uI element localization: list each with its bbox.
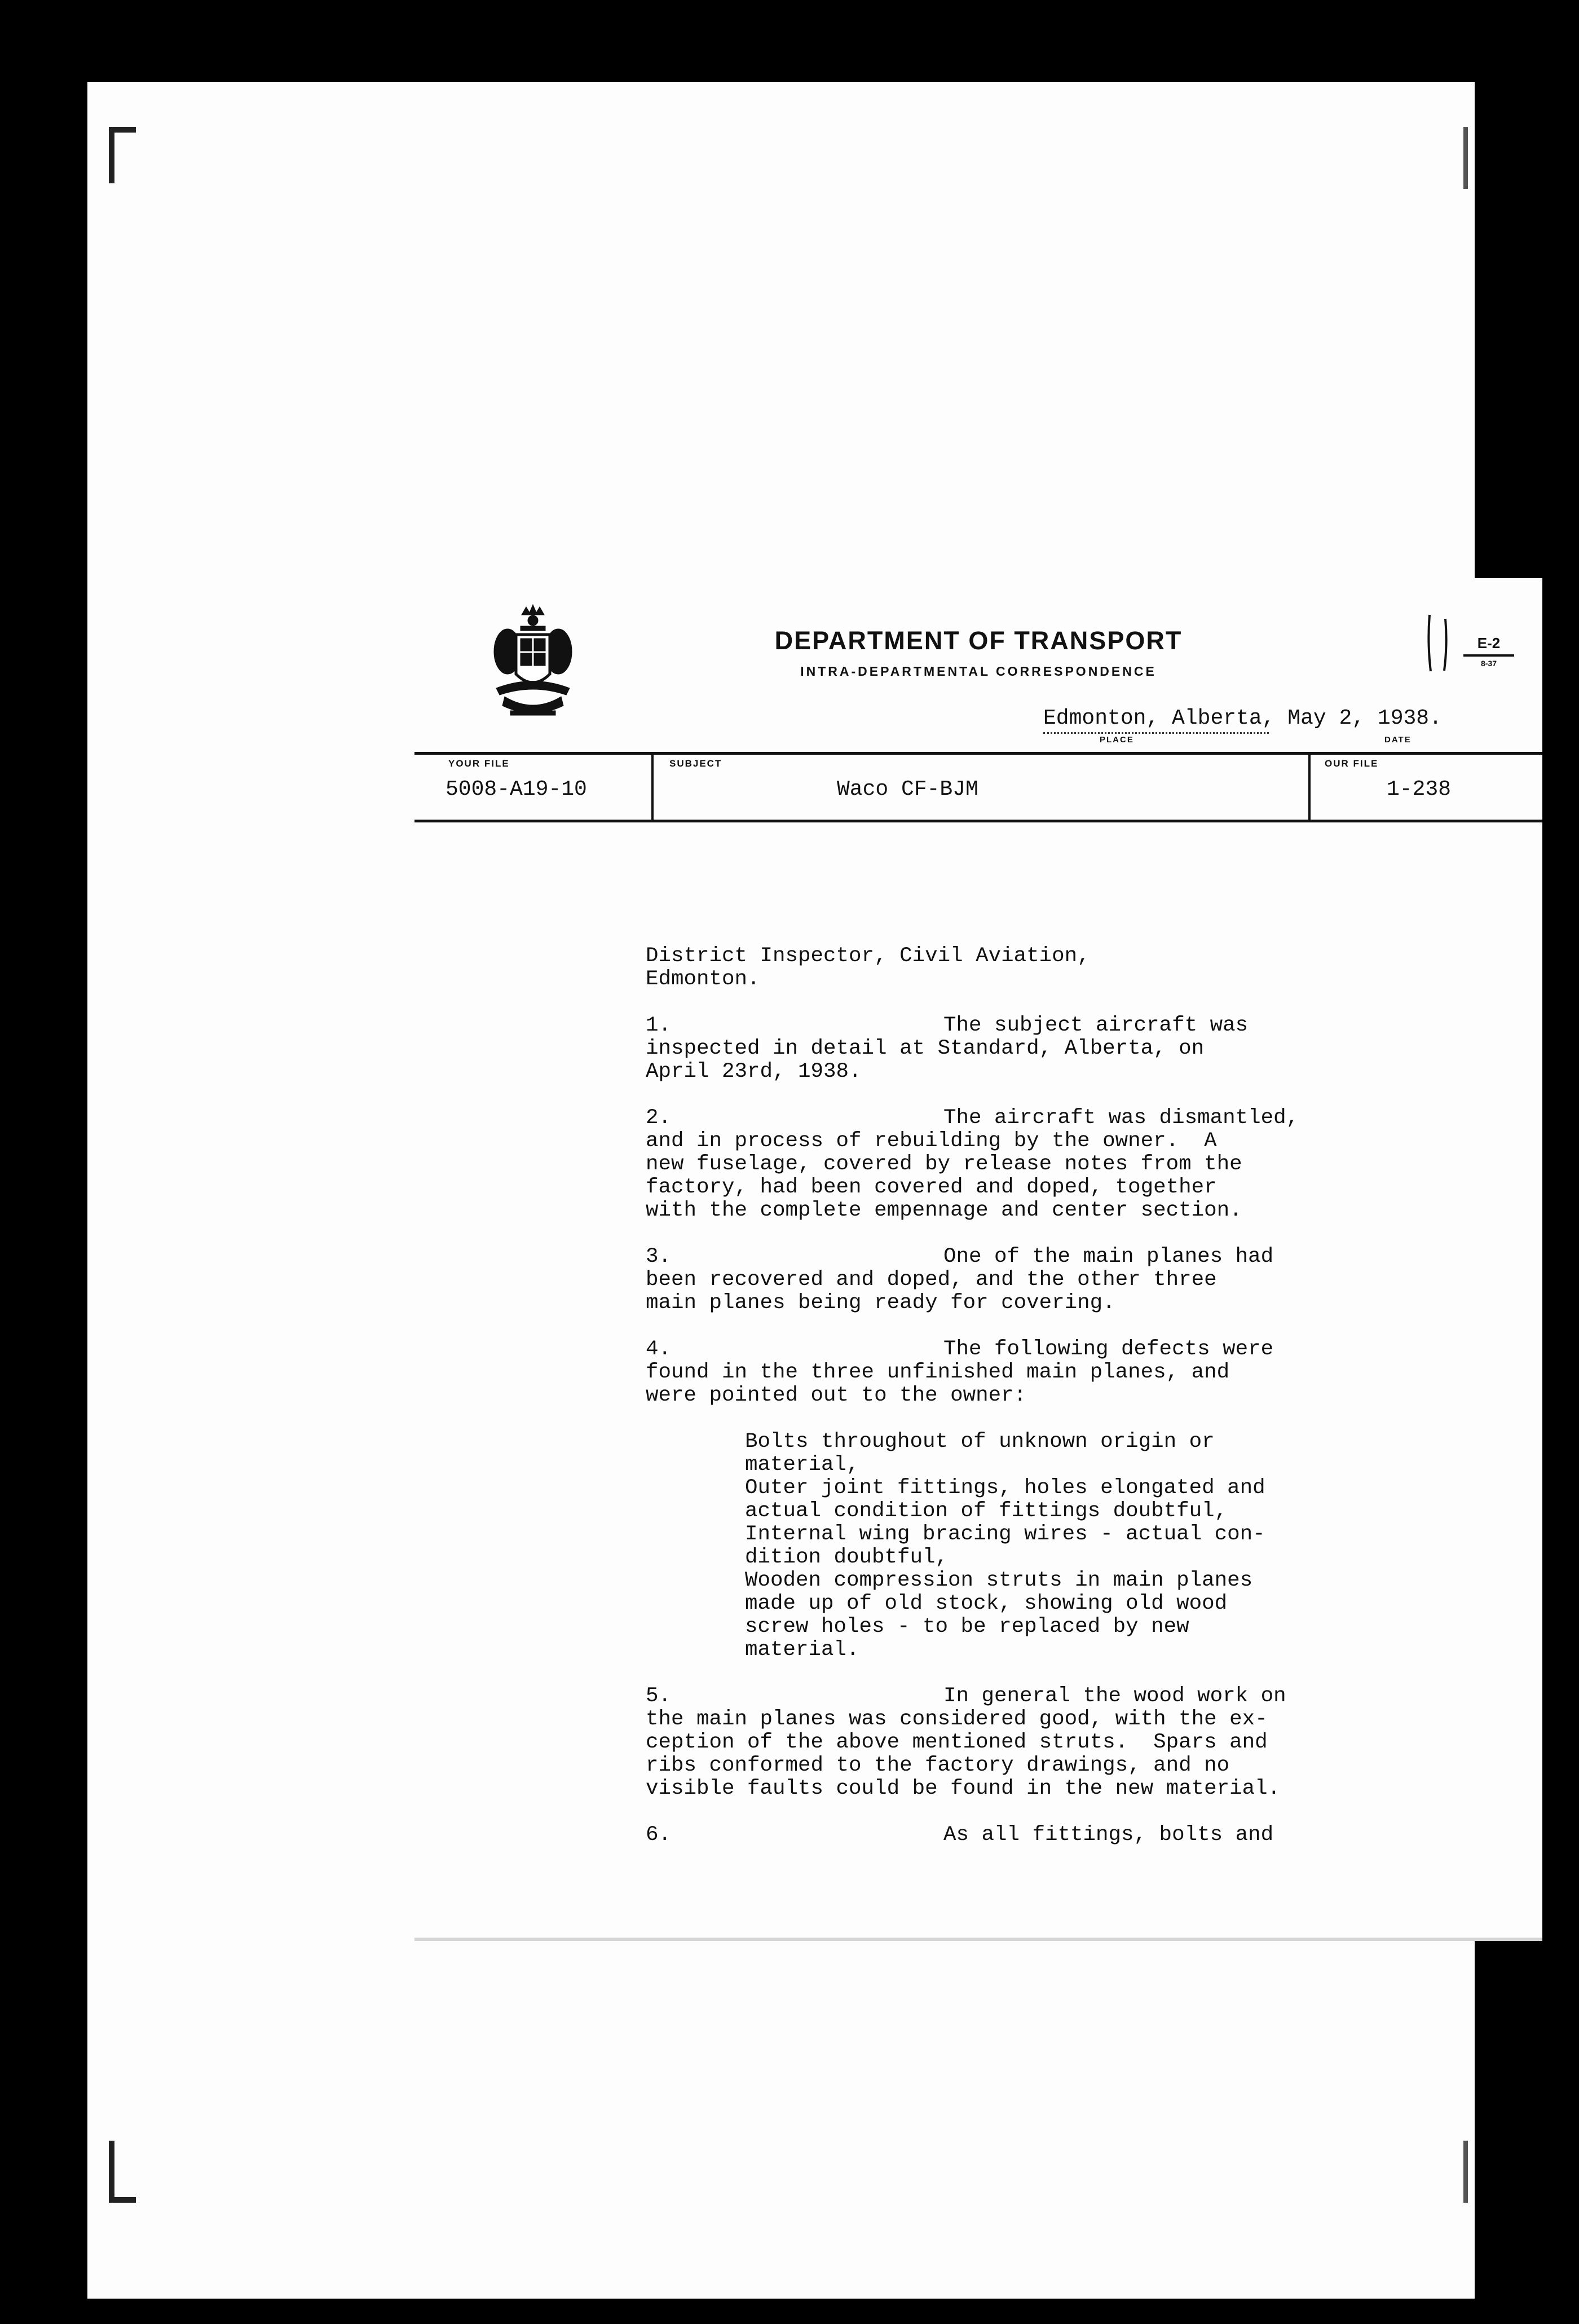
defect-line: Internal wing bracing wires - actual con- bbox=[745, 1522, 1265, 1546]
addressee-line: Edmonton. bbox=[646, 967, 760, 991]
place-label: PLACE bbox=[1100, 735, 1134, 745]
paragraph-line: The subject aircraft was bbox=[943, 1014, 1249, 1037]
paragraph-line: The aircraft was dismantled, bbox=[943, 1106, 1299, 1130]
paragraph-line: ribs conformed to the factory drawings, and no bbox=[646, 1754, 1230, 1777]
paragraph-1-lead bbox=[646, 1014, 1379, 1037]
paragraph-line: The following defects were bbox=[943, 1337, 1274, 1361]
coat-of-arms-icon bbox=[488, 604, 578, 719]
place-date-line: Edmonton, Alberta, May 2, 1938. bbox=[1043, 705, 1269, 734]
subject-label: SUBJECT bbox=[669, 758, 722, 769]
paragraph-line: and in process of rebuilding by the owner. A bbox=[646, 1129, 1217, 1153]
defect-line: dition doubtful, bbox=[745, 1546, 949, 1569]
department-title: DEPARTMENT OF TRANSPORT bbox=[774, 626, 1183, 655]
form-code-number: E-2 bbox=[1463, 635, 1514, 657]
paragraph-line: new fuselage, covered by release notes from the bbox=[646, 1152, 1242, 1176]
paragraph-3-lead bbox=[646, 1245, 1379, 1269]
subject-cell bbox=[651, 755, 1320, 820]
defects-list bbox=[745, 1431, 1379, 1662]
crop-mark-top-left-v bbox=[109, 127, 114, 183]
paragraph-number: 3. bbox=[646, 1245, 672, 1269]
form-code-date: 8-37 bbox=[1480, 659, 1497, 668]
paragraph-line: were pointed out to the owner: bbox=[646, 1384, 1027, 1407]
paragraph-line: the main planes was considered good, with the ex- bbox=[646, 1707, 1268, 1731]
paragraph-6-lead bbox=[646, 1824, 1379, 1847]
file-reference-row bbox=[414, 752, 1542, 822]
defect-line: actual condition of fittings doubtful, bbox=[745, 1499, 1228, 1523]
defect-line: Bolts throughout of unknown origin or bbox=[745, 1430, 1215, 1454]
defect-line: made up of old stock, showing old wood bbox=[745, 1592, 1228, 1616]
form-code bbox=[1463, 635, 1514, 668]
defect-line: Wooden compression struts in main planes bbox=[745, 1569, 1253, 1592]
paragraph-4-lead bbox=[646, 1338, 1379, 1361]
your-file-value: 5008-A19-10 bbox=[446, 777, 587, 802]
paragraph-number: 4. bbox=[646, 1337, 672, 1361]
paragraph-line: factory, had been covered and doped, together bbox=[646, 1176, 1217, 1199]
correspondence-subtitle: INTRA-DEPARTMENTAL CORRESPONDENCE bbox=[800, 664, 1157, 679]
crop-mark-bottom-right-v bbox=[1463, 2141, 1468, 2203]
defect-line: screw holes - to be replaced by new bbox=[745, 1615, 1189, 1639]
correspondence-letter bbox=[414, 578, 1542, 1941]
defect-line: Outer joint fittings, holes elongated and bbox=[745, 1476, 1265, 1500]
paragraph-line: As all fittings, bolts and bbox=[943, 1823, 1274, 1847]
paragraph-line: April 23rd, 1938. bbox=[646, 1060, 862, 1084]
paragraph-line: visible faults could be found in the new material. bbox=[646, 1777, 1281, 1801]
our-file-cell bbox=[1308, 755, 1542, 820]
paragraph-line: main planes being ready for covering. bbox=[646, 1291, 1115, 1315]
paragraph-line: inspected in detail at Standard, Alberta, on bbox=[646, 1037, 1205, 1060]
paragraph-5-lead bbox=[646, 1685, 1379, 1708]
paragraph-2-lead bbox=[646, 1107, 1379, 1130]
defect-line: material, bbox=[745, 1453, 859, 1477]
letter-body bbox=[646, 945, 1379, 1847]
crop-mark-bottom-left-h bbox=[109, 2197, 136, 2203]
paragraph-number: 2. bbox=[646, 1106, 672, 1130]
your-file-label: YOUR FILE bbox=[448, 758, 510, 769]
crop-mark-top-right-v bbox=[1463, 127, 1468, 189]
your-file-cell bbox=[414, 755, 651, 820]
handwritten-mark bbox=[1424, 612, 1458, 674]
paragraph-line: found in the three unfinished main planes, and bbox=[646, 1361, 1230, 1384]
paragraph-number: 6. bbox=[646, 1823, 672, 1847]
defect-line: material. bbox=[745, 1638, 859, 1662]
paragraph-line: One of the main planes had bbox=[943, 1245, 1274, 1269]
scanned-page bbox=[87, 82, 1501, 2299]
paragraph-line: In general the wood work on bbox=[943, 1684, 1286, 1708]
subject-value: Waco CF-BJM bbox=[837, 777, 978, 802]
crop-mark-bottom-left-v bbox=[109, 2141, 114, 2203]
paragraph-number: 1. bbox=[646, 1014, 672, 1037]
addressee-line: District Inspector, Civil Aviation, bbox=[646, 944, 1090, 968]
paragraph-line: with the complete empennage and center section. bbox=[646, 1199, 1242, 1222]
paragraph-line: ception of the above mentioned struts. Spars and bbox=[646, 1731, 1268, 1754]
date-label: DATE bbox=[1384, 735, 1412, 745]
paragraph-number: 5. bbox=[646, 1684, 672, 1708]
our-file-value: 1-238 bbox=[1387, 777, 1452, 802]
our-file-label: OUR FILE bbox=[1325, 758, 1379, 769]
paragraph-line: been recovered and doped, and the other three bbox=[646, 1268, 1217, 1292]
